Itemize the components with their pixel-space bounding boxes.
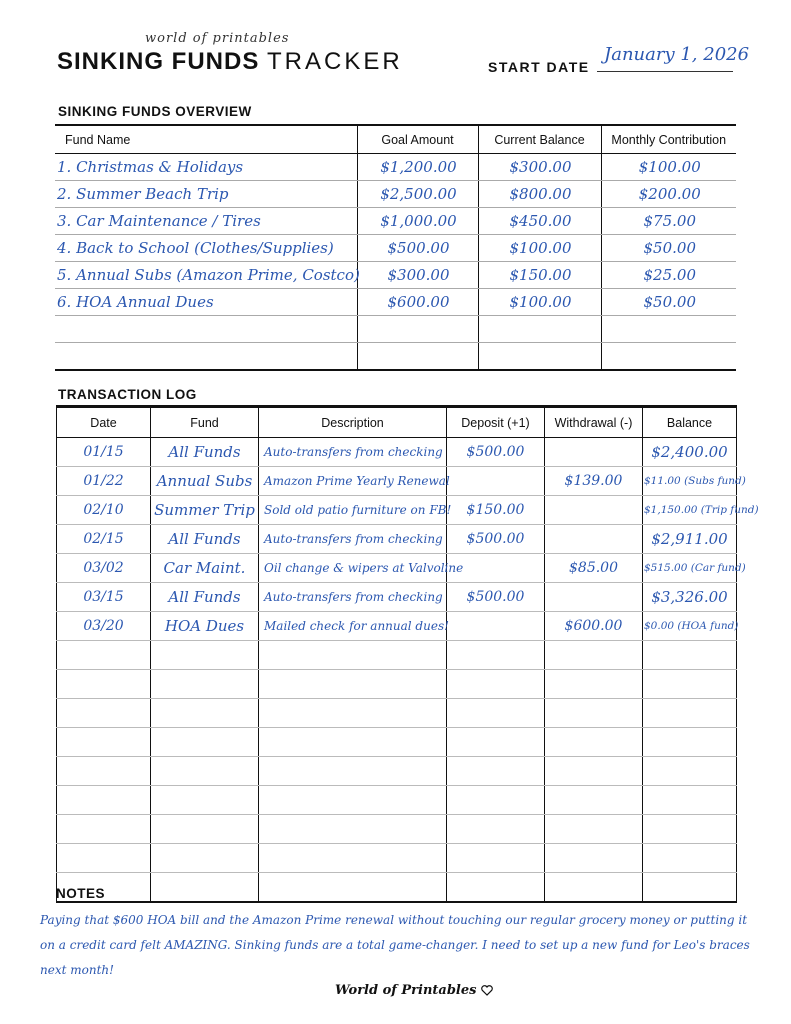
log-cell[interactable] bbox=[643, 815, 737, 844]
log-cell[interactable]: Auto-transfers from checking bbox=[259, 438, 447, 467]
log-cell[interactable]: Auto-transfers from checking bbox=[259, 583, 447, 612]
log-col-header: Fund bbox=[151, 407, 259, 438]
log-cell[interactable] bbox=[151, 873, 259, 903]
log-cell[interactable]: $150.00 bbox=[447, 496, 545, 525]
notes-title: NOTES bbox=[56, 886, 106, 901]
log-cell[interactable] bbox=[57, 757, 151, 786]
log-cell[interactable]: $0.00 (HOA fund) bbox=[643, 612, 737, 641]
log-row bbox=[57, 554, 737, 583]
overview-cell[interactable]: 6. HOA Annual Dues bbox=[55, 289, 357, 316]
log-title: TRANSACTION LOG bbox=[58, 387, 197, 402]
page-title bbox=[57, 48, 403, 76]
log-cell[interactable] bbox=[545, 641, 643, 670]
log-cell[interactable] bbox=[57, 670, 151, 699]
overview-cell[interactable]: $800.00 bbox=[478, 181, 601, 208]
log-row bbox=[57, 728, 737, 757]
log-cell[interactable]: $1,150.00 (Trip fund) bbox=[643, 496, 737, 525]
log-cell[interactable]: All Funds bbox=[151, 438, 259, 467]
overview-cell[interactable]: $100.00 bbox=[478, 235, 601, 262]
footer-brand-text: World of Printables bbox=[335, 983, 477, 998]
brand-script: world of printables bbox=[145, 31, 290, 46]
overview-cell[interactable]: $1,000.00 bbox=[357, 208, 478, 235]
log-cell[interactable] bbox=[447, 699, 545, 728]
log-cell[interactable] bbox=[545, 525, 643, 554]
log-cell[interactable]: Annual Subs bbox=[151, 467, 259, 496]
log-cell[interactable]: All Funds bbox=[151, 525, 259, 554]
log-cell[interactable] bbox=[57, 844, 151, 873]
log-cell[interactable] bbox=[151, 815, 259, 844]
log-cell[interactable]: $500.00 bbox=[447, 583, 545, 612]
overview-cell[interactable] bbox=[478, 316, 601, 343]
log-cell[interactable]: 03/20 bbox=[57, 612, 151, 641]
log-cell[interactable] bbox=[151, 670, 259, 699]
log-cell[interactable] bbox=[151, 728, 259, 757]
start-date-label: START DATE bbox=[488, 59, 590, 75]
title-light: TRACKER bbox=[267, 48, 403, 75]
log-cell[interactable] bbox=[259, 670, 447, 699]
overview-cell[interactable] bbox=[601, 343, 736, 371]
log-cell[interactable]: Car Maint. bbox=[151, 554, 259, 583]
log-cell[interactable]: $2,400.00 bbox=[643, 438, 737, 467]
heart-icon bbox=[481, 985, 493, 996]
log-col-header: Description bbox=[259, 407, 447, 438]
log-cell[interactable] bbox=[259, 786, 447, 815]
log-row bbox=[57, 496, 737, 525]
log-row bbox=[57, 525, 737, 554]
log-cell[interactable]: 03/15 bbox=[57, 583, 151, 612]
log-cell[interactable] bbox=[643, 786, 737, 815]
log-cell[interactable] bbox=[447, 670, 545, 699]
log-row bbox=[57, 467, 737, 496]
log-cell[interactable]: $600.00 bbox=[545, 612, 643, 641]
overview-row bbox=[55, 208, 736, 235]
log-cell[interactable] bbox=[57, 699, 151, 728]
log-cell[interactable]: Auto-transfers from checking bbox=[259, 525, 447, 554]
overview-cell[interactable]: $150.00 bbox=[478, 262, 601, 289]
log-col-header: Date bbox=[57, 407, 151, 438]
log-row bbox=[57, 641, 737, 670]
log-cell[interactable] bbox=[643, 641, 737, 670]
log-cell[interactable]: 01/22 bbox=[57, 467, 151, 496]
log-cell[interactable]: $2,911.00 bbox=[643, 525, 737, 554]
log-cell[interactable] bbox=[447, 815, 545, 844]
log-cell[interactable] bbox=[545, 438, 643, 467]
overview-cell[interactable] bbox=[357, 343, 478, 371]
log-row bbox=[57, 844, 737, 873]
log-cell[interactable] bbox=[545, 670, 643, 699]
log-cell[interactable] bbox=[545, 699, 643, 728]
log-cell[interactable] bbox=[259, 728, 447, 757]
log-row bbox=[57, 438, 737, 467]
start-date-underline bbox=[597, 71, 733, 72]
log-cell[interactable] bbox=[57, 786, 151, 815]
overview-cell[interactable]: $100.00 bbox=[478, 289, 601, 316]
overview-row bbox=[55, 154, 736, 181]
log-row bbox=[57, 815, 737, 844]
overview-cell[interactable] bbox=[55, 316, 357, 343]
overview-cell[interactable]: $25.00 bbox=[601, 262, 736, 289]
overview-cell[interactable]: $450.00 bbox=[478, 208, 601, 235]
log-cell[interactable]: $500.00 bbox=[447, 438, 545, 467]
log-cell[interactable] bbox=[447, 467, 545, 496]
overview-cell[interactable]: $300.00 bbox=[478, 154, 601, 181]
overview-table bbox=[55, 124, 736, 371]
transaction-log-table bbox=[56, 405, 759, 903]
log-cell[interactable] bbox=[447, 757, 545, 786]
overview-title: SINKING FUNDS OVERVIEW bbox=[58, 104, 252, 119]
overview-cell[interactable] bbox=[55, 343, 357, 371]
overview-cell[interactable]: $200.00 bbox=[601, 181, 736, 208]
overview-cell[interactable] bbox=[478, 343, 601, 371]
log-cell[interactable] bbox=[259, 844, 447, 873]
log-cell[interactable] bbox=[447, 641, 545, 670]
overview-row bbox=[55, 316, 736, 343]
log-cell[interactable] bbox=[643, 699, 737, 728]
overview-cell[interactable]: $1,200.00 bbox=[357, 154, 478, 181]
overview-col-header: Monthly Contribution bbox=[601, 125, 736, 154]
log-cell[interactable]: Mailed check for annual dues! bbox=[259, 612, 447, 641]
log-cell[interactable] bbox=[545, 844, 643, 873]
log-cell[interactable] bbox=[643, 844, 737, 873]
overview-cell[interactable]: 5. Annual Subs (Amazon Prime, Costco) bbox=[55, 262, 357, 289]
log-cell[interactable] bbox=[545, 757, 643, 786]
log-row bbox=[57, 699, 737, 728]
overview-cell[interactable] bbox=[601, 316, 736, 343]
log-cell[interactable] bbox=[57, 728, 151, 757]
log-cell[interactable] bbox=[57, 641, 151, 670]
log-cell[interactable] bbox=[545, 496, 643, 525]
overview-col-header: Fund Name bbox=[55, 125, 357, 154]
log-cell[interactable]: 02/15 bbox=[57, 525, 151, 554]
log-cell[interactable] bbox=[643, 728, 737, 757]
overview-cell[interactable]: $500.00 bbox=[357, 235, 478, 262]
log-cell[interactable] bbox=[447, 786, 545, 815]
log-cell[interactable] bbox=[447, 728, 545, 757]
overview-row bbox=[55, 343, 736, 371]
start-date-value[interactable]: January 1, 2026 bbox=[604, 44, 750, 65]
log-cell[interactable] bbox=[151, 844, 259, 873]
overview-col-header: Goal Amount bbox=[357, 125, 478, 154]
overview-row bbox=[55, 262, 736, 289]
log-cell[interactable]: $85.00 bbox=[545, 554, 643, 583]
footer-brand bbox=[335, 983, 493, 998]
log-col-header: Balance bbox=[643, 407, 737, 438]
log-col-header: Deposit (+1) bbox=[447, 407, 545, 438]
overview-col-header: Current Balance bbox=[478, 125, 601, 154]
log-cell[interactable] bbox=[643, 757, 737, 786]
overview-cell[interactable]: $50.00 bbox=[601, 289, 736, 316]
log-row bbox=[57, 583, 737, 612]
overview-cell[interactable] bbox=[357, 316, 478, 343]
log-row bbox=[57, 612, 737, 641]
log-cell[interactable]: Oil change & wipers at Valvoline bbox=[259, 554, 447, 583]
overview-cell[interactable]: 3. Car Maintenance / Tires bbox=[55, 208, 357, 235]
log-cell[interactable]: $515.00 (Car fund) bbox=[643, 554, 737, 583]
log-cell[interactable] bbox=[151, 757, 259, 786]
log-cell[interactable] bbox=[447, 612, 545, 641]
log-cell[interactable] bbox=[447, 873, 545, 903]
log-row bbox=[57, 873, 737, 903]
log-cell[interactable] bbox=[151, 641, 259, 670]
log-cell[interactable]: Sold old patio furniture on FB! bbox=[259, 496, 447, 525]
log-cell[interactable] bbox=[545, 873, 643, 903]
log-cell[interactable]: $500.00 bbox=[447, 525, 545, 554]
log-cell[interactable]: HOA Dues bbox=[151, 612, 259, 641]
overview-cell[interactable]: 4. Back to School (Clothes/Supplies) bbox=[55, 235, 357, 262]
overview-row bbox=[55, 181, 736, 208]
log-cell[interactable] bbox=[259, 699, 447, 728]
log-cell[interactable]: 01/15 bbox=[57, 438, 151, 467]
log-cell[interactable] bbox=[643, 670, 737, 699]
overview-cell[interactable]: $50.00 bbox=[601, 235, 736, 262]
overview-row bbox=[55, 235, 736, 262]
log-cell[interactable] bbox=[643, 873, 737, 903]
log-row bbox=[57, 670, 737, 699]
log-cell[interactable]: All Funds bbox=[151, 583, 259, 612]
log-cell[interactable]: $11.00 (Subs fund) bbox=[643, 467, 737, 496]
log-cell[interactable]: 02/10 bbox=[57, 496, 151, 525]
log-row bbox=[57, 786, 737, 815]
title-bold: SINKING FUNDS bbox=[57, 48, 260, 75]
log-cell[interactable] bbox=[57, 815, 151, 844]
overview-cell[interactable]: $600.00 bbox=[357, 289, 478, 316]
log-cell[interactable]: Amazon Prime Yearly Renewal bbox=[259, 467, 447, 496]
overview-cell[interactable]: $100.00 bbox=[601, 154, 736, 181]
overview-cell[interactable]: $2,500.00 bbox=[357, 181, 478, 208]
log-cell[interactable] bbox=[259, 641, 447, 670]
log-cell[interactable] bbox=[259, 815, 447, 844]
log-cell[interactable] bbox=[259, 873, 447, 903]
log-cell[interactable] bbox=[545, 815, 643, 844]
log-cell[interactable]: Summer Trip bbox=[151, 496, 259, 525]
overview-row bbox=[55, 289, 736, 316]
overview-cell[interactable]: $75.00 bbox=[601, 208, 736, 235]
log-cell[interactable] bbox=[447, 844, 545, 873]
log-cell[interactable]: $139.00 bbox=[545, 467, 643, 496]
log-row bbox=[57, 757, 737, 786]
log-col-header: Withdrawal (-) bbox=[545, 407, 643, 438]
overview-cell[interactable]: 2. Summer Beach Trip bbox=[55, 181, 357, 208]
log-cell[interactable] bbox=[151, 786, 259, 815]
overview-cell[interactable]: $300.00 bbox=[357, 262, 478, 289]
log-cell[interactable] bbox=[151, 699, 259, 728]
log-cell[interactable] bbox=[259, 757, 447, 786]
log-cell[interactable] bbox=[545, 728, 643, 757]
log-cell[interactable]: $3,326.00 bbox=[643, 583, 737, 612]
log-cell[interactable]: 03/02 bbox=[57, 554, 151, 583]
overview-cell[interactable]: 1. Christmas & Holidays bbox=[55, 154, 357, 181]
log-cell[interactable] bbox=[545, 583, 643, 612]
log-cell[interactable] bbox=[545, 786, 643, 815]
notes-text[interactable]: Paying that $600 HOA bill and the Amazon Prime renewal without touching our regular grocery money or putting it on a credit card felt AMAZING. Sinking funds are a total game-changer. I need to set up a new fund for Leo's braces next month! bbox=[40, 913, 750, 977]
